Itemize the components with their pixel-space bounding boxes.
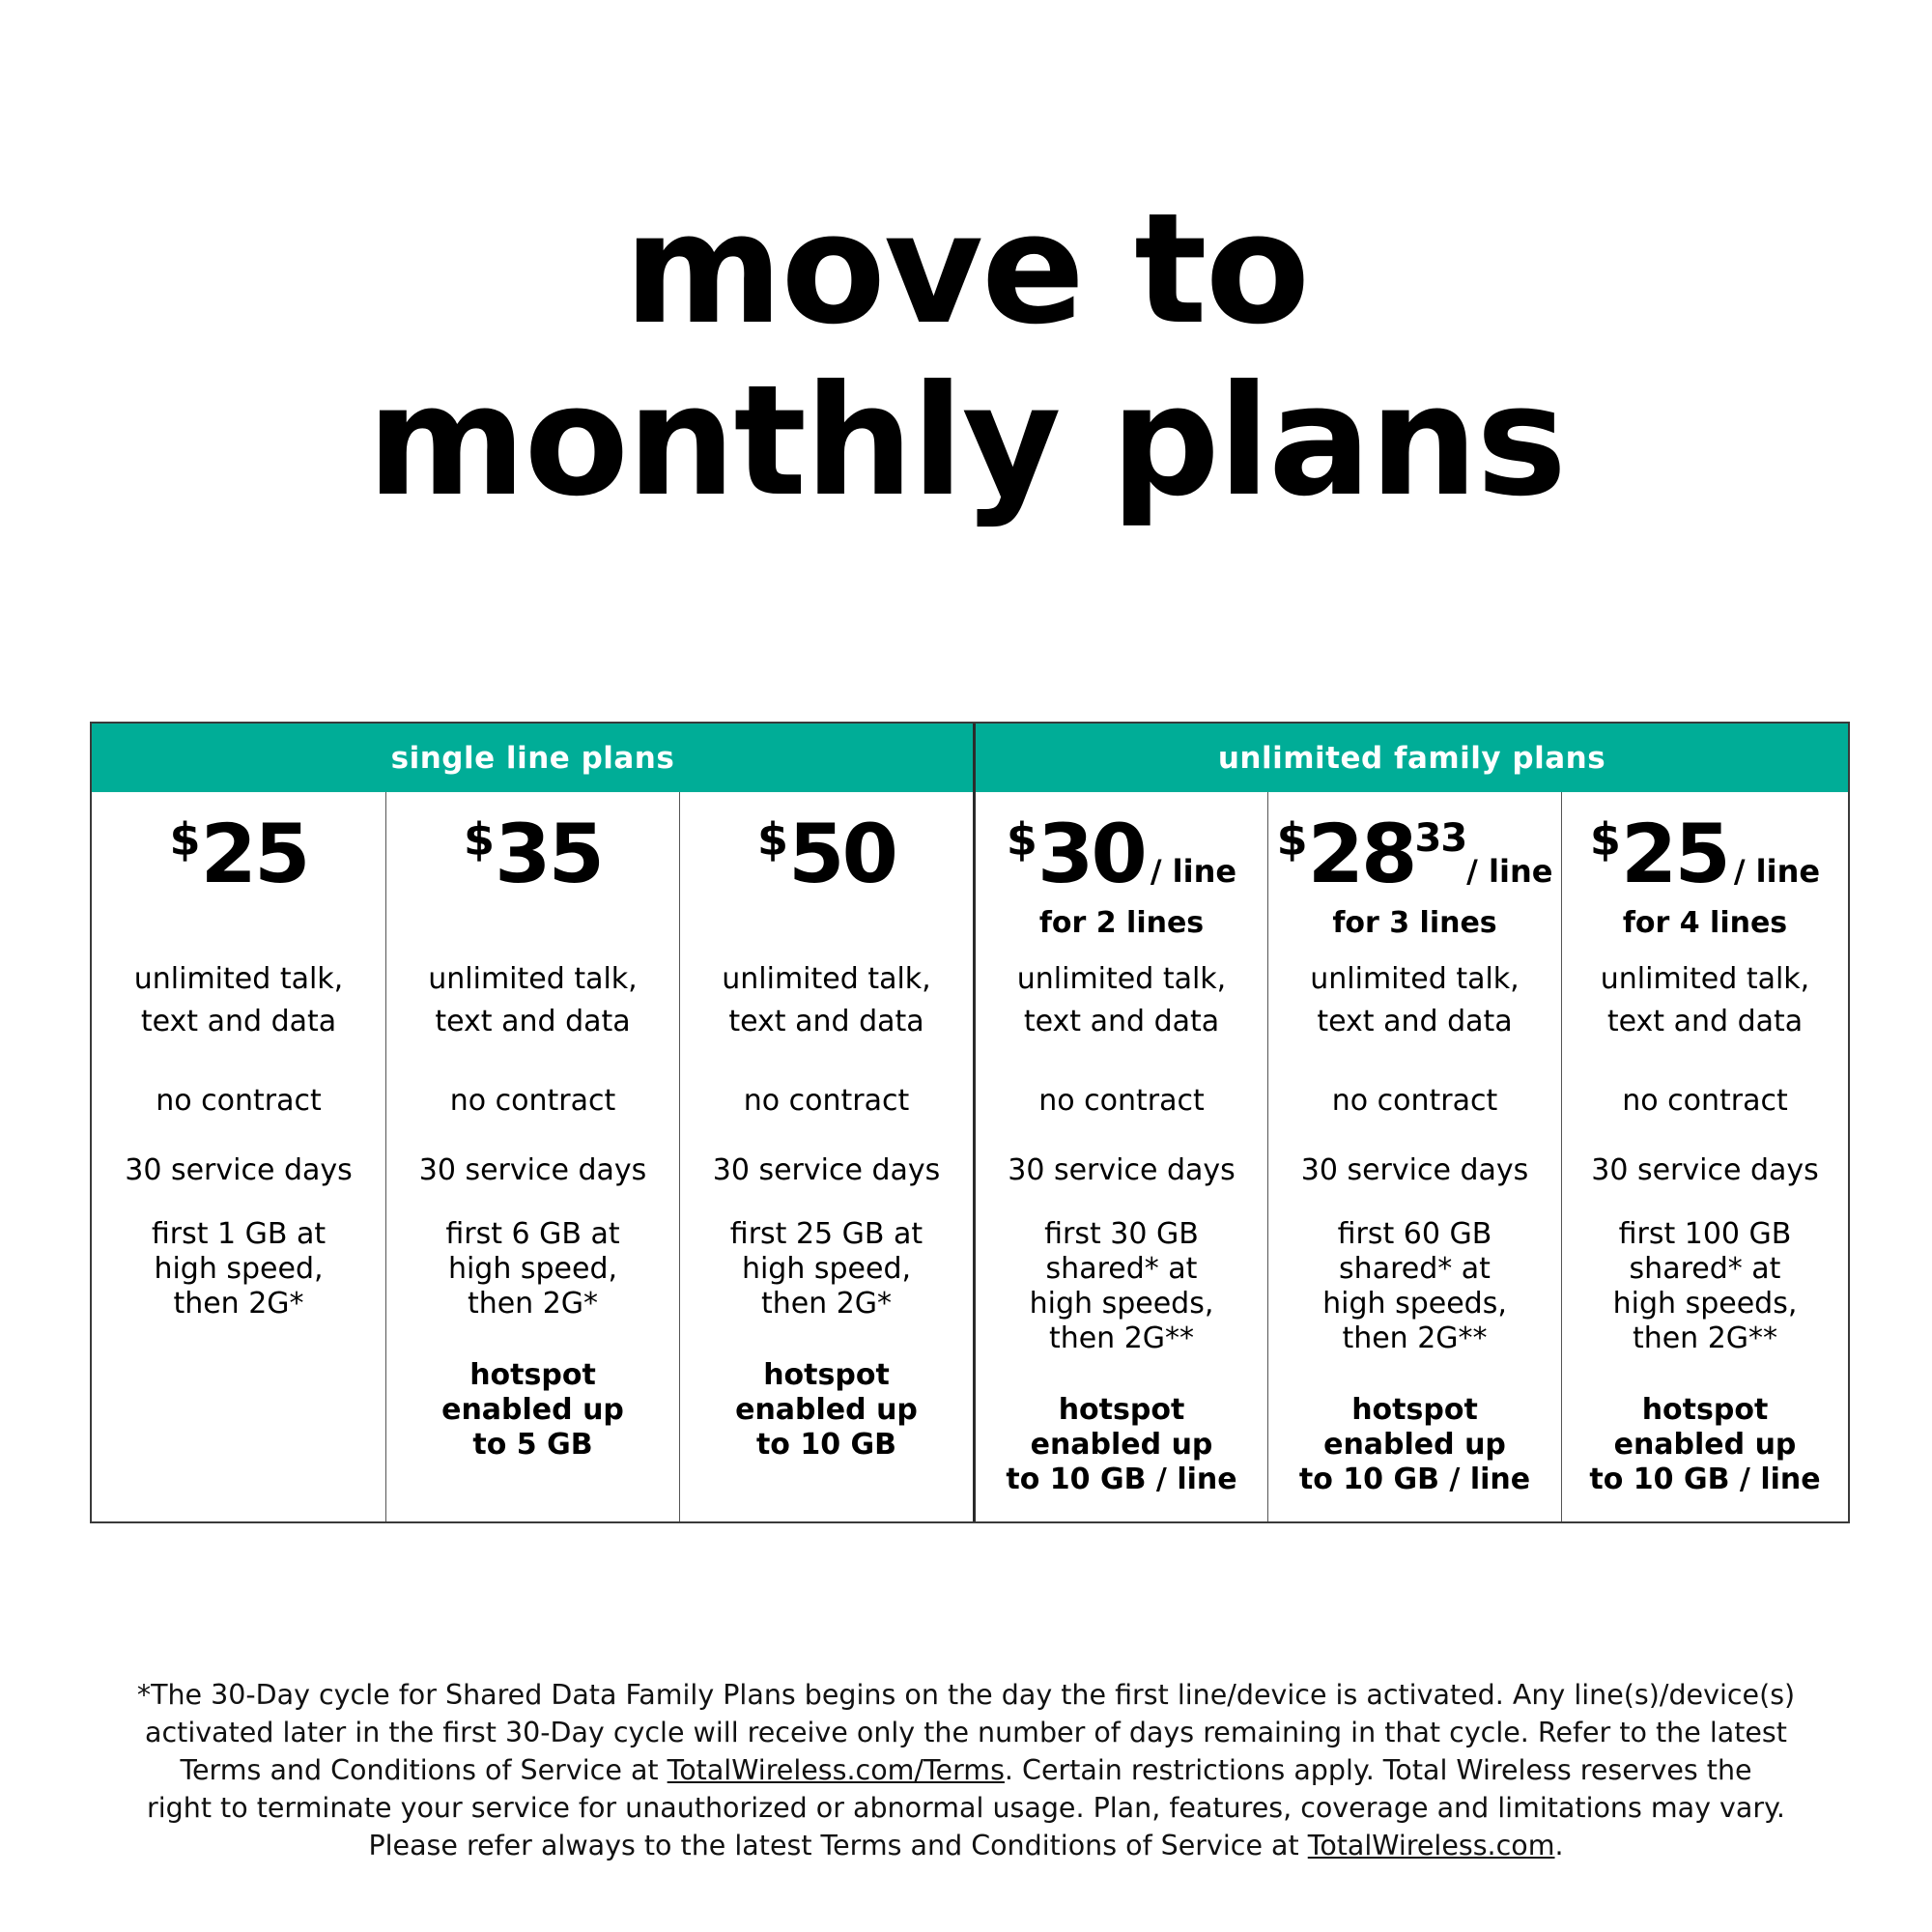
hotspot-line-2: enabled up (1613, 1428, 1797, 1462)
talk-line-1: unlimited talk, (1310, 962, 1520, 996)
plan-hotspot (680, 1358, 973, 1463)
talk-line-1: unlimited talk, (428, 962, 638, 996)
plan-hotspot (1562, 1393, 1848, 1497)
plan-contract: no contract (156, 1084, 322, 1118)
plan-lines-count (92, 906, 385, 958)
talk-line-2: text and data (728, 1005, 924, 1038)
plan-talk-text-data (680, 958, 973, 1080)
data-line-3: high speeds, (1612, 1287, 1798, 1321)
hotspot-line-2: enabled up (441, 1393, 624, 1427)
data-line-3: then 2G* (173, 1287, 304, 1321)
terms-link[interactable]: TotalWireless.com/Terms (667, 1754, 1005, 1786)
plan-price (1562, 792, 1848, 906)
price-amount: 28 (1307, 807, 1415, 901)
data-line-1: first 6 GB at (445, 1217, 620, 1251)
terms-footnote (77, 1676, 1855, 1864)
plan-hotspot (386, 1358, 679, 1463)
hotspot-line-1: hotspot (1351, 1393, 1478, 1427)
plan-data-allowance (386, 1217, 679, 1358)
plan-price (1268, 792, 1561, 906)
plan-price (680, 792, 973, 906)
plan-service-days: 30 service days (418, 1153, 647, 1187)
plan-service-days: 30 service days (125, 1153, 353, 1187)
headline-line-2: monthly plans (366, 353, 1566, 530)
data-line-2: high speed, (154, 1252, 324, 1286)
price-dollar-sign: $ (757, 813, 789, 866)
plan-data-allowance (92, 1217, 385, 1358)
footnote-line-4: right to terminate your service for unauthorized or abnormal usage. Plan, features, coverage and limitations may vary. (147, 1792, 1785, 1824)
data-line-4: then 2G** (1048, 1321, 1195, 1355)
footnote-line-5-post: . (1554, 1830, 1564, 1861)
page-headline (0, 181, 1932, 530)
hotspot-line-3: to 5 GB (472, 1428, 593, 1462)
plan-column-28-33-per-line (1268, 792, 1562, 1521)
footnote-line-5-pre: Please refer always to the latest Terms and Conditions of Service at (368, 1830, 1308, 1861)
headline-line-1: move to (623, 181, 1309, 358)
talk-line-2: text and data (435, 1005, 631, 1038)
unlimited-family-plans-header: unlimited family plans (976, 724, 1848, 792)
plan-data-allowance (1562, 1217, 1848, 1393)
plan-talk-text-data (386, 958, 679, 1080)
data-line-1: first 1 GB at (151, 1217, 327, 1251)
hotspot-line-3: to 10 GB / line (1298, 1463, 1531, 1496)
data-line-3: then 2G* (760, 1287, 893, 1321)
hotspot-line-2: enabled up (1030, 1428, 1213, 1462)
single-line-plans-header: single line plans (92, 724, 974, 792)
footnote-line-3-post: . Certain restrictions apply. Total Wireless reserves the (1004, 1754, 1752, 1786)
plan-lines-count: for 2 lines (1038, 906, 1205, 940)
plan-column-50 (680, 792, 973, 1521)
plan-hotspot (976, 1393, 1267, 1497)
price-dollar-sign: $ (169, 813, 201, 866)
price-per-line: / line (1150, 853, 1237, 890)
footnote-line-3 (77, 1751, 1855, 1789)
hotspot-line-3: to 10 GB / line (1589, 1463, 1821, 1496)
price-dollar-sign: $ (1589, 813, 1621, 866)
plan-contract: no contract (743, 1084, 910, 1118)
data-line-4: then 2G** (1342, 1321, 1488, 1355)
plan-talk-text-data (1562, 958, 1848, 1080)
hotspot-line-2: enabled up (1323, 1428, 1506, 1462)
plan-price (976, 792, 1267, 906)
data-line-2: shared* at (1339, 1252, 1491, 1286)
plan-talk-text-data (1268, 958, 1561, 1080)
talk-line-2: text and data (1023, 1005, 1220, 1038)
price-amount: 30 (1037, 807, 1145, 901)
price-amount: 35 (495, 807, 602, 901)
talk-line-1: unlimited talk, (133, 962, 344, 996)
price-dollar-sign: $ (1006, 813, 1037, 866)
data-line-2: shared* at (1629, 1252, 1781, 1286)
data-line-1: first 30 GB (1044, 1217, 1199, 1251)
hotspot-line-3: to 10 GB (755, 1428, 897, 1462)
talk-line-1: unlimited talk, (722, 962, 931, 996)
hotspot-line-3: to 10 GB / line (1006, 1463, 1237, 1496)
data-line-2: high speed, (447, 1252, 618, 1286)
data-line-3: then 2G* (467, 1287, 599, 1321)
plan-lines-count: for 4 lines (1622, 906, 1788, 940)
footnote-line-2: activated later in the first 30-Day cycle will receive only the number of days remaining in that cycle. Refer to the latest (145, 1717, 1787, 1748)
hotspot-line-1: hotspot (1641, 1393, 1769, 1427)
talk-line-1: unlimited talk, (1016, 962, 1227, 996)
totalwireless-link[interactable]: TotalWireless.com (1307, 1830, 1555, 1861)
hotspot-line-1: hotspot (1058, 1393, 1185, 1427)
plan-contract: no contract (1331, 1084, 1498, 1118)
price-dollar-sign: $ (464, 813, 496, 866)
hotspot-line-1: hotspot (763, 1358, 890, 1392)
plan-talk-text-data (976, 958, 1267, 1080)
data-line-2: shared* at (1045, 1252, 1198, 1286)
price-per-line: / line (1466, 853, 1553, 890)
price-amount: 25 (200, 807, 308, 901)
plan-column-25 (92, 792, 386, 1521)
plan-column-30-per-line (976, 792, 1268, 1521)
data-line-4: then 2G** (1632, 1321, 1778, 1355)
plan-hotspot (1268, 1393, 1561, 1497)
price-per-line: / line (1733, 853, 1821, 890)
data-line-1: first 25 GB at (729, 1217, 923, 1251)
plan-contract: no contract (1038, 1084, 1205, 1118)
hotspot-line-1: hotspot (469, 1358, 596, 1392)
data-line-3: high speeds, (1029, 1287, 1214, 1321)
plan-service-days: 30 service days (1008, 1153, 1236, 1187)
plan-talk-text-data (92, 958, 385, 1080)
price-amount: 25 (1620, 807, 1728, 901)
plan-service-days: 30 service days (1300, 1153, 1529, 1187)
plan-data-allowance (680, 1217, 973, 1358)
talk-line-2: text and data (140, 1005, 337, 1038)
footnote-line-5 (77, 1827, 1855, 1864)
plan-data-allowance (976, 1217, 1267, 1393)
footnote-line-3-pre: Terms and Conditions of Service at (180, 1754, 668, 1786)
plan-column-35 (386, 792, 680, 1521)
data-line-1: first 60 GB (1337, 1217, 1492, 1251)
plan-column-25-per-line (1562, 792, 1848, 1521)
price-cents: 33 (1414, 816, 1467, 861)
plan-contract: no contract (1622, 1084, 1788, 1118)
talk-line-2: text and data (1606, 1005, 1804, 1038)
plan-price (386, 792, 679, 906)
plan-service-days: 30 service days (1591, 1153, 1819, 1187)
plan-contract: no contract (449, 1084, 616, 1118)
plan-data-allowance (1268, 1217, 1561, 1393)
price-amount: 50 (788, 807, 895, 901)
plan-service-days: 30 service days (712, 1153, 941, 1187)
price-dollar-sign: $ (1276, 813, 1308, 866)
plan-lines-count: for 3 lines (1332, 906, 1497, 940)
footnote-line-1: *The 30-Day cycle for Shared Data Family Plans begins on the day the first line/device is activated. Any line(s)/device(s) (136, 1679, 1796, 1711)
data-line-3: high speeds, (1322, 1287, 1507, 1321)
data-line-2: high speed, (741, 1252, 912, 1286)
plan-lines-count (680, 906, 973, 958)
plan-lines-count (386, 906, 679, 958)
hotspot-line-2: enabled up (735, 1393, 918, 1427)
plan-price (92, 792, 385, 906)
talk-line-1: unlimited talk, (1600, 962, 1810, 996)
plans-table (90, 722, 1850, 1523)
talk-line-2: text and data (1317, 1005, 1513, 1038)
data-line-1: first 100 GB (1618, 1217, 1792, 1251)
